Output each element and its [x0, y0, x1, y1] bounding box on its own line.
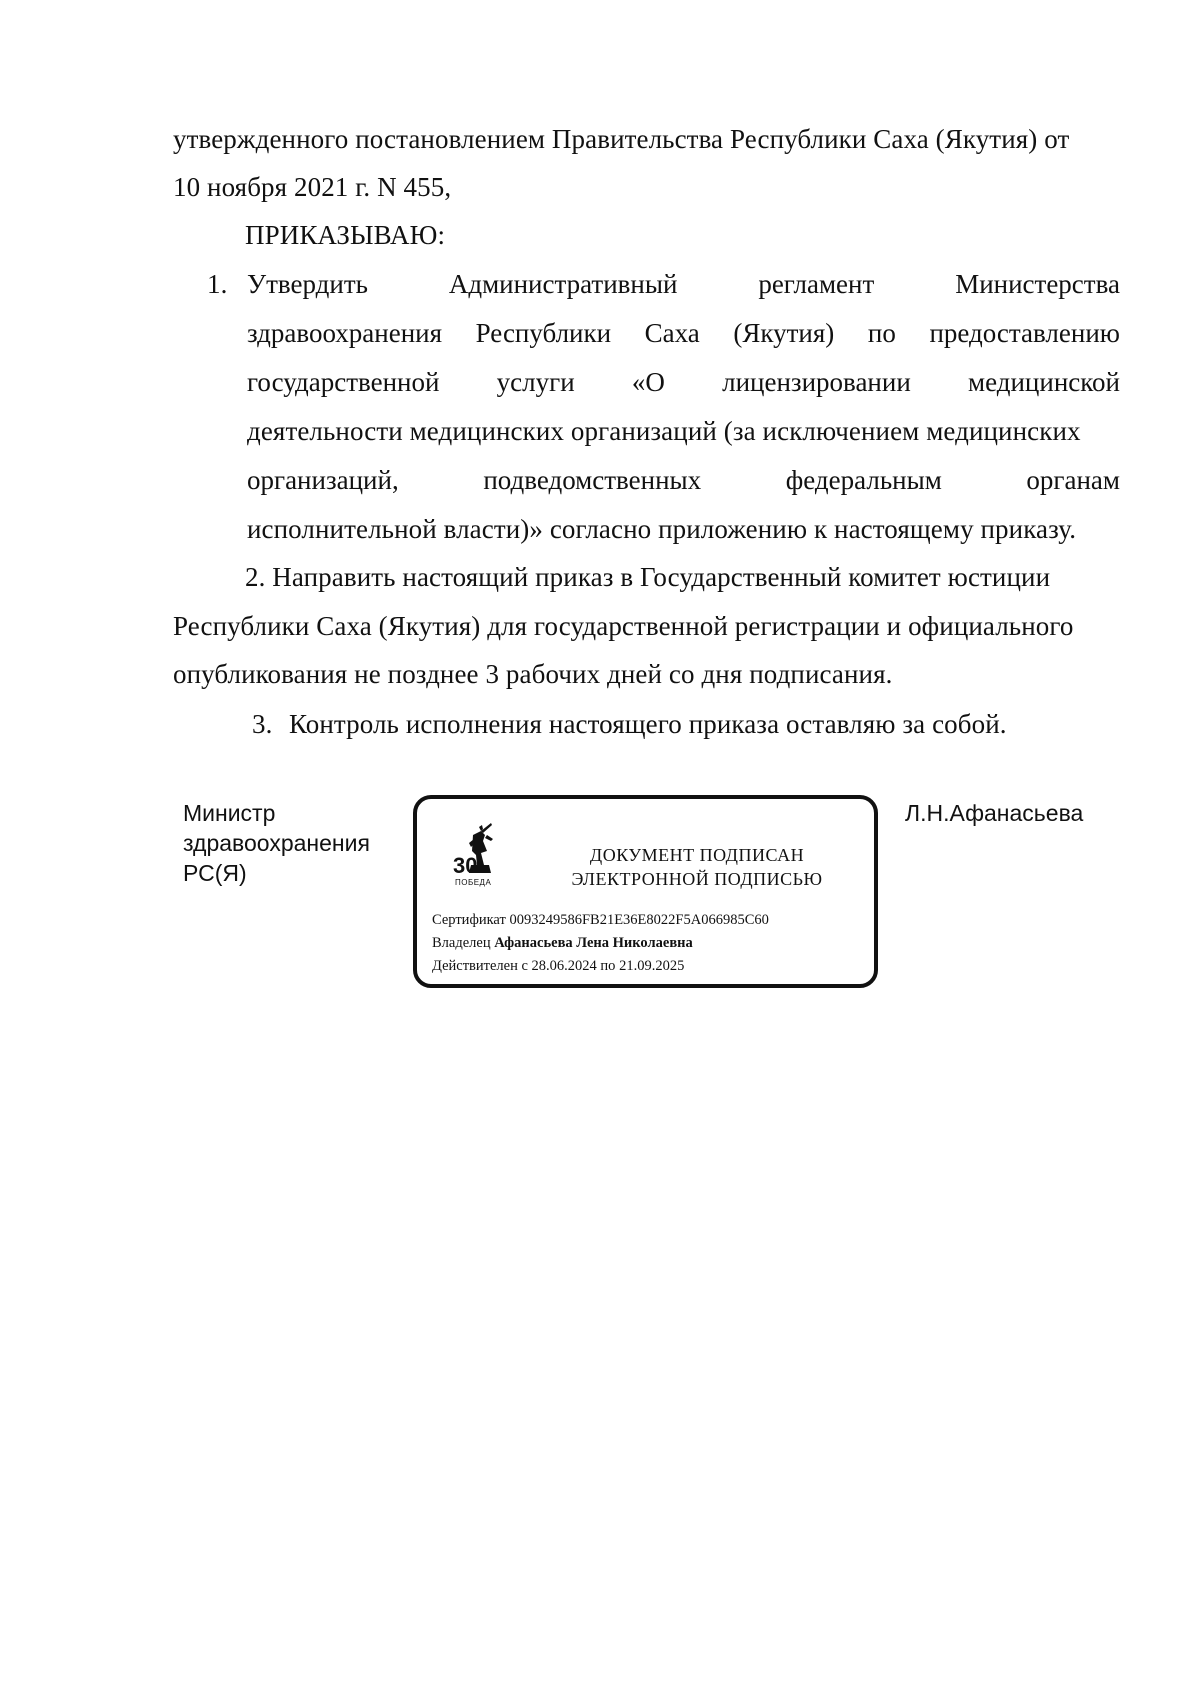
- signer-name: Л.Н.Афанасьева: [905, 800, 1084, 826]
- item1-line3-word: медицинской: [968, 367, 1120, 397]
- stamp-certificate-row: [432, 909, 769, 931]
- item1-line2-word: Республики: [475, 318, 612, 348]
- victory-emblem-icon: [451, 821, 501, 891]
- item1-line6: исполнительной власти)» согласно приложению к настоящему приказу.: [247, 514, 1077, 544]
- valid-from-word: с: [521, 958, 528, 974]
- item1-line5-word: федеральным: [785, 465, 942, 495]
- item1-line2-word: Саха: [644, 318, 700, 348]
- emblem-number: 30: [453, 853, 478, 878]
- intro-line-1: утвержденного постановлением Правительства Республики Саха (Якутия) от: [173, 124, 1070, 154]
- intro-line-2: 10 ноября 2021 г. N 455,: [173, 172, 452, 202]
- item1-line1-word: Министерства: [955, 269, 1120, 299]
- item1-line2-word: здравоохранения: [247, 318, 443, 348]
- item2-line3: опубликования не позднее 3 рабочих дней со дня подписания.: [173, 659, 893, 689]
- item1-line5-word: органам: [1026, 465, 1120, 495]
- valid-to-date: 21.09.2025: [619, 958, 685, 974]
- item1-line1-word: регламент: [758, 269, 875, 299]
- owner-label: Владелец: [432, 935, 491, 951]
- item1-line3-word: государственной: [247, 367, 440, 397]
- valid-from-date: 28.06.2024: [531, 958, 597, 974]
- owner-value: Афанасьева Лена Николаевна: [494, 935, 693, 951]
- stamp-owner-row: [432, 932, 693, 954]
- valid-label: Действителен: [432, 958, 518, 974]
- certificate-label: Сертификат: [432, 912, 506, 928]
- order-word: ПРИКАЗЫВАЮ:: [245, 220, 446, 250]
- item1-number: 1.: [207, 269, 228, 299]
- item1-line1-word: Административный: [448, 269, 678, 299]
- item1-line5-word: подведомственных: [483, 465, 702, 495]
- item1-line3-word: услуги: [496, 367, 575, 397]
- signer-position-line-2: здравоохранения: [183, 830, 370, 856]
- stamp-heading-line-1: ДОКУМЕНТ ПОДПИСАН: [589, 845, 805, 865]
- item1-line1-word: Утвердить: [247, 269, 368, 299]
- item2-line2: Республики Саха (Якутия) для государственной регистрации и официального: [173, 611, 1074, 641]
- item1-line4: деятельности медицинских организаций (за исключением медицинских: [247, 416, 1081, 446]
- item3-text: Контроль исполнения настоящего приказа оставляю за собой.: [289, 709, 1007, 739]
- signer-position-line-3: РС(Я): [183, 860, 247, 886]
- item1-line2: [247, 317, 1120, 349]
- emblem-caption: ПОБЕДА: [455, 878, 492, 887]
- item1-line3-word: «О: [631, 367, 665, 397]
- item1-line5-word: организаций,: [247, 465, 399, 495]
- item1-line2-word: (Якутия): [733, 318, 835, 348]
- certificate-value: 0093249586FB21E36E8022F5A066985C60: [509, 912, 769, 928]
- item1-line3: [247, 366, 1120, 398]
- electronic-signature-stamp: [413, 795, 878, 988]
- valid-to-word: по: [600, 958, 616, 974]
- item3-number: 3.: [252, 709, 273, 739]
- item1-line5: [247, 464, 1120, 496]
- item2-line1: 2. Направить настоящий приказ в Государственный комитет юстиции: [245, 562, 1051, 592]
- item1-line2-word: по: [867, 318, 896, 348]
- item1-line1: [247, 268, 1120, 300]
- item1-line3-word: лицензировании: [722, 367, 911, 397]
- stamp-heading-line-2: ЭЛЕКТРОННОЙ ПОДПИСЬЮ: [571, 869, 823, 889]
- signer-position-line-1: Министр: [183, 800, 276, 826]
- stamp-validity-row: [432, 955, 684, 977]
- item1-line2-word: предоставлению: [929, 318, 1120, 348]
